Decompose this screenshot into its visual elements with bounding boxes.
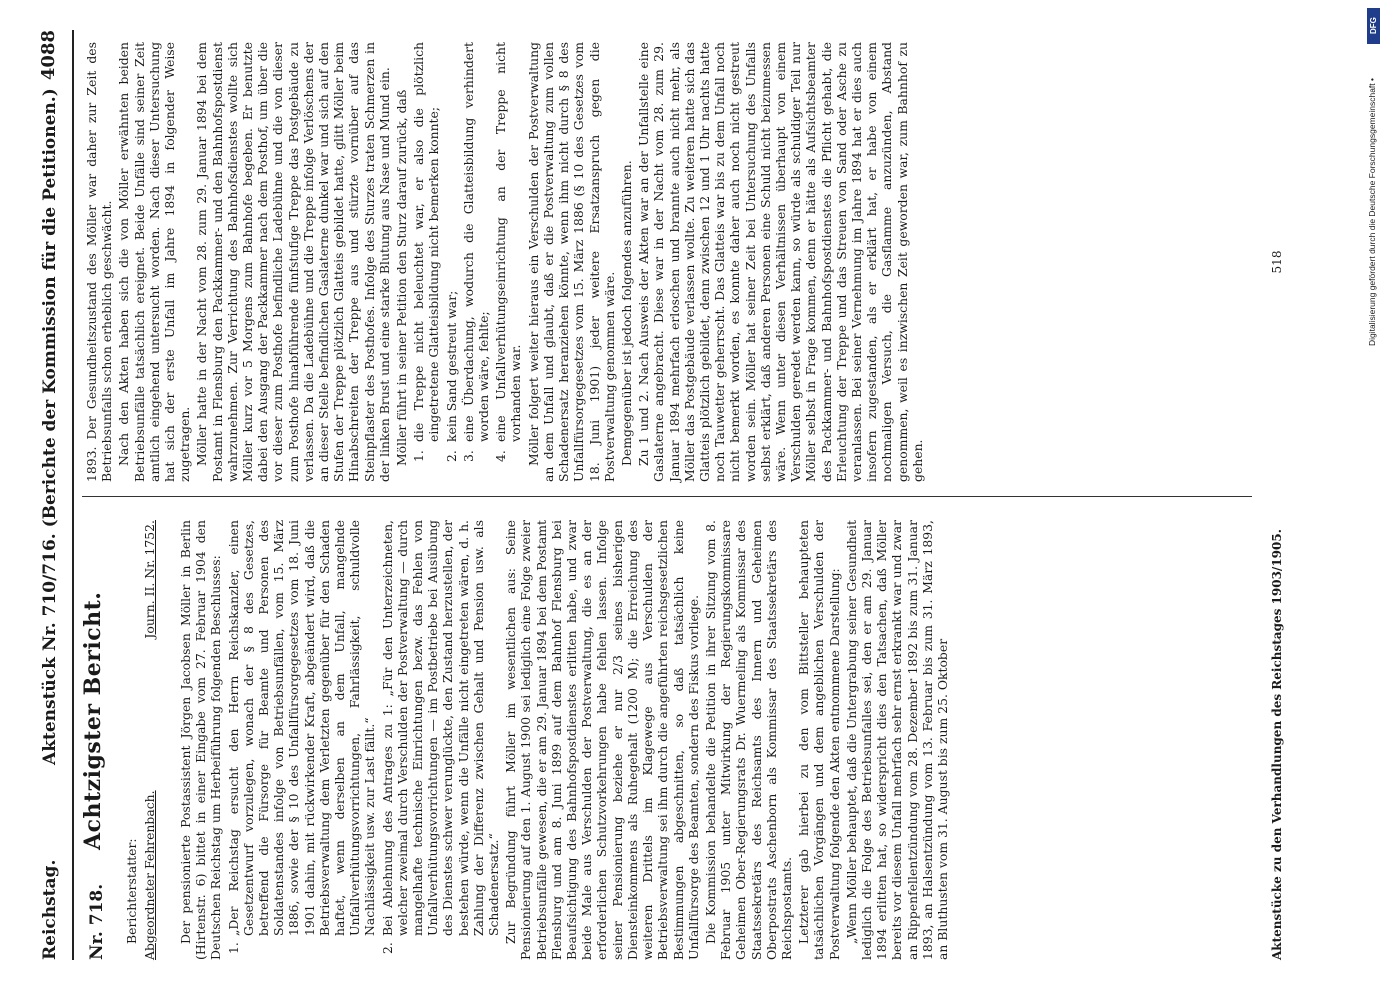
paragraph: „Wenn Möller behauptet, daß die Untergrabung seiner Gesundheit lediglich die Folge des Betriebsunfalles sei, den er am 29. Januar 1894 erlitten hat, so widerspricht dies den Tatsachen, daß Möller bereits vor diesem Unfall mehrfach sehr ernst erkrankt war und zwar an Rippenfellentzündung vom 28. Dezember 1892 bis zum 31. Januar 1893, an Halsentzündung vom 13. Februar bis zum 31. März 1893, an Bluthusten vom 31. August bis zum 25. Oktober [843, 520, 950, 960]
list-item: 1. die Treppe nicht beleuchtet war, er also die plötzlich eingetretene Glatteisbildung nicht bemerken konnte; [411, 42, 442, 462]
paragraph: Die Kommission behandelte die Petition in ihrer Sitzung vom 8. Februar 1905 unter Mitwirkung der Regierungskommissare Geheimen Ober-Regierungsrats Dr. Wuermeling als Kommissar des Staatssekretärs des Reichsamts des Innern und Geheimen Oberpostrats Aschenborn als Kommissar des Staatssekretärs des Reichspostamts. [702, 520, 794, 960]
list-item: 2. kein Sand gestreut war; [443, 290, 459, 462]
running-header [32, 30, 72, 960]
paragraph: Möller hatte in der Nacht vom 28. zum 29. Januar 1894 bei dem Postamt in Flensburg den Packkammer- und den Bahnhofspostdienst wahrzunehmen. Zur Verrichtung des Bahnhofsdienstes wollte sich Möller kurz vor 5 Morgens zum Bahnhofe begeben. Er benutzte dabei den Ausgang der Packkammer nach dem Posthof, um über die vor dieser zum Posthofe befindliche Ladebühne und die von dieser zum Posthofe hinabführende fünfstufige Treppe das Postgebäude zu verlassen. Da die Ladebühne und die Treppe infolge Verlöschens der an dieser Stelle befindlichen Gaslaterne dunkel war und sich auf den Stufen der Treppe plötzlich Glatteis gebildet hatte, glitt Möller beim Hinabschreiten der Treppe aus und stürzte vornüber auf das Steinpflaster des Posthofes. Infolge des Sturzes traten Schmerzen in der linken Brust und eine starke Blutung aus Nase und Mund ein. [194, 42, 392, 482]
dfg-logo: DFG [1367, 8, 1380, 44]
list-item-text: die Treppe nicht beleuchtet war, er also die plötzlich eingetretene Glatteisbildung nicht bemerken konnte; [411, 42, 442, 442]
document-page [32, 30, 1332, 960]
list-item: 3. eine Überdachung, wodurch die Glatteisbildung verhindert worden wäre, fehlte; [460, 42, 492, 462]
report-number: Nr. 718. [87, 883, 107, 960]
list-item-text: kein Sand gestreut war; [443, 290, 459, 442]
paragraph: Demgegenüber ist jedoch folgendes anzuführen. [618, 160, 634, 466]
left-column [80, 520, 952, 960]
funding-note: Digitalisierung gefördert durch die Deutsche Forschungsgemeinschaft • [1367, 78, 1377, 347]
reporter-label: Berichterstatter: [124, 838, 139, 944]
paragraph: Zu 1 und 2. Nach Ausweis der Akten war an der Unfallstelle eine Gaslaterne angebracht. Diese war in der Nacht vom 28. zum 29. Januar 1894 mehrfach erloschen und brannte auch nicht mehr, als Möller das Postgebäude verlassen wollte. Zu weiteren hatte sich das Glatteis plötzlich gebildet, denn zwischen 12 und 1 Uhr nachts hatte noch Tauwetter geherrscht. Das Glatteis war bis zu dem Unfall noch nicht bemerkt worden, es konnte daher auch noch nicht gestreut worden sein. Möller hat seiner Zeit bei Untersuchung des Unfalls selbst erklärt, daß anderen Personen eine Schuld nicht beizumessen wäre. Wenn unter diesen Verhältnissen überhaupt von einem Verschulden geredet werden kann, so würde als schuldiger Teil nur Möller selbst in Frage kommen, denn er hätte als Aufsichtsbeamter des Packkammer- und Bahnhofspostdienstes die Pflicht gehabt, die Erleuchtung der Treppe und das Streuen von Sand oder Asche zu veranlassen. Bei seiner Vernehmung im Jahre 1894 hat er dies auch insofern zugestanden, als er erklärt hat, er habe von einem nochmaligen Versuch, die Gasflamme anzuzünden, Abstand genommen, weil es inzwischen Zeit geworden war, zum Bahnhof zu gehen. [636, 42, 925, 482]
paragraph-text: Bei Ablehnung des Antrages zu 1: „Für den Unterzeichneten, welcher zweimal durch Verschulden der Postverwaltung — durch mangelhafte technische Einrichtungen bezw. das Fehlen von Unfallverhütungsvorrichtungen — im Postbetriebe bei Ausübung des Dienstes schwer verunglückte, den Zustand herzustellen, der bestehen würde, wenn die Unfälle nicht eingetreten wären, d. h. Zahlung der Differenz zwischen Gehalt und Pension usw. als Schadenersatz.“ [379, 520, 502, 936]
paragraph: Zur Begründung führt Möller im wesentlichen aus: Seine Pensionierung auf den 1. August 1900 sei lediglich eine Folge zweier Betriebsunfälle gewesen, die er am 29. Januar 1894 bei dem Postamt Flensburg und am 8. Juni 1899 auf dem Bahnhof Flensburg bei Beaufsichtigung des Bahnhofspostdienstes erlitten habe, und zwar beide Male aus Verschulden der Postverwaltung, die es an der erforderlichen Schutzvorkehrungen habe fehlen lassen. Infolge seiner Pensionierung beziehe er nur 2/3 seines bisherigen Diensteinkommens als Ruhegehalt (1200 M); die Erreichung des weiteren Drittels im Klagewege aus Verschulden der Betriebsverwaltung sei ihm durch die angeführten reichsgesetzlichen Bestimmungen abgeschnitten, so daß tatsächlich keine Unfallfürsorge des Beamten, sondern des Fiskus vorliege. [503, 520, 701, 960]
reporter-name: Abgeordneter Fehrenbach. [142, 790, 157, 960]
header-page-number: 4088 [38, 30, 59, 81]
header-left: Reichstag. [40, 859, 60, 960]
paragraph: Letzterer gab hierbei zu den vom Bittsteller behaupteten tatsächlichen Vorgängen und dem angeblichen Verschulden der Postverwaltung folgende den Akten entnommene Darstellung: [796, 520, 842, 960]
numbered-paragraph: 1. „Der Reichstag ersucht den Herrn Reichskanzler, einen Gesetzentwurf vorzulegen, wonach der § 8 des Gesetzes, betreffend die Fürsorge für Beamte und Personen des Soldatenstandes infolge von Betriebsunfällen, vom 15. März 1886, sowie der § 10 des Unfallfürsorgegesetzes vom 18. Juni 1901 dahin, mit rückwirkender Kraft, abgeändert wird, daß die Betriebsverwaltung dem Verletzten gegenüber für den Schaden haftet, wenn derselben an dem Unfall, mangelnde Unfallverhütungsvorrichtungen, Fahrlässigkeit, schuldvolle Nachlässigkeit usw. zur Last fällt.“ [225, 520, 378, 954]
footer-page-number: 518 [1270, 250, 1284, 274]
column-divider [82, 496, 1252, 497]
numbered-paragraph: 2. Bei Ablehnung des Antrages zu 1: „Für den Unterzeichneten, welcher zweimal durch Verschulden der Postverwaltung — durch mangelhafte technische Einrichtungen bezw. das Fehlen von Unfallverhütungsvorrichtungen — im Postbetriebe bei Ausübung des Dienstes schwer verunglückte, den Zustand herzustellen, der bestehen würde, wenn die Unfälle nicht eingetreten wären, d. h. Zahlung der Differenz zwischen Gehalt und Pension usw. als Schadenersatz.“ [379, 520, 502, 954]
paragraph: 1893. Der Gesundheitszustand des Möller war daher zur Zeit des Betriebsunfalls schon erheblich geschwächt. [84, 42, 115, 482]
right-column [84, 42, 927, 482]
paragraph: Möller folgert weiter hieraus ein Verschulden der Postverwaltung an dem Unfall und glaubt, daß er die Postverwaltung zum vollen Schadenersatz heranziehen könnte, wenn ihm nicht durch § 8 des Unfallfürsorgegesetzes vom 15. März 1886 (§ 10 des Gesetzes vom 18. Juni 1901) jeder weitere Ersatzanspruch gegen die Postverwaltung genommen wäre. [525, 42, 617, 482]
list-item-text: eine Unfallverhütungseinrichtung an der Treppe nicht vorhanden war. [493, 42, 524, 442]
list-item-text: eine Überdachung, wodurch die Glatteisbildung verhindert worden wäre, fehlte; [460, 42, 492, 442]
header-center: Aktenstück Nr. 710/716. (Berichte der Kommission für die Petitionen.) [40, 88, 60, 765]
report-title: Achtzigster Bericht. [80, 591, 106, 850]
report-title-row [80, 520, 118, 960]
paragraph: Nach den Akten haben sich die von Möller erwähnten beiden Betriebsunfälle tatsächlich ereignet. Beide Unfälle sind seiner Zeit amtlich eingehend untersucht worden. Nach dieser Untersuchung hat sich der erste Unfall im Jahre 1894 in folgender Weise zugetragen. [116, 42, 193, 482]
page-footer: Aktenstücke zu den Verhandlungen des Reichstages 1903/1905. [1270, 529, 1284, 960]
journal-number: Journ. II. Nr. 1752. [142, 520, 157, 639]
side-strip [1362, 0, 1383, 1000]
paragraph: Möller führt in seiner Petition den Sturz darauf zurück, daß [394, 89, 410, 466]
paragraph: Der pensionierte Postassistent Jörgen Jacobsen Möller in Berlin (Hirtenstr. 6) bittet in einer Eingabe vom 27. Februar 1904 den Deutschen Reichstag um Herbeiführung folgenden Beschlusses: [178, 520, 224, 960]
header-rule [72, 30, 74, 960]
list-item: 4. eine Unfallverhütungseinrichtung an der Treppe nicht vorhanden war. [493, 42, 524, 462]
reporter-block [124, 520, 172, 960]
paragraph-text: „Der Reichstag ersucht den Herrn Reichskanzler, einen Gesetzentwurf vorzulegen, wonach der § 8 des Gesetzes, betreffend die Fürsorge für Beamte und Personen des Soldatenstandes infolge von Betriebsunfällen, vom 15. März 1886, sowie der § 10 des Unfallfürsorgegesetzes vom 18. Juni 1901 dahin, mit rückwirkender Kraft, abgeändert wird, daß die Betriebsverwaltung dem Verletzten gegenüber für den Schaden haftet, wenn derselben an dem Unfall, mangelnde Unfallverhütungsvorrichtungen, Fahrlässigkeit, schuldvolle Nachlässigkeit usw. zur Last fällt.“ [225, 520, 378, 936]
